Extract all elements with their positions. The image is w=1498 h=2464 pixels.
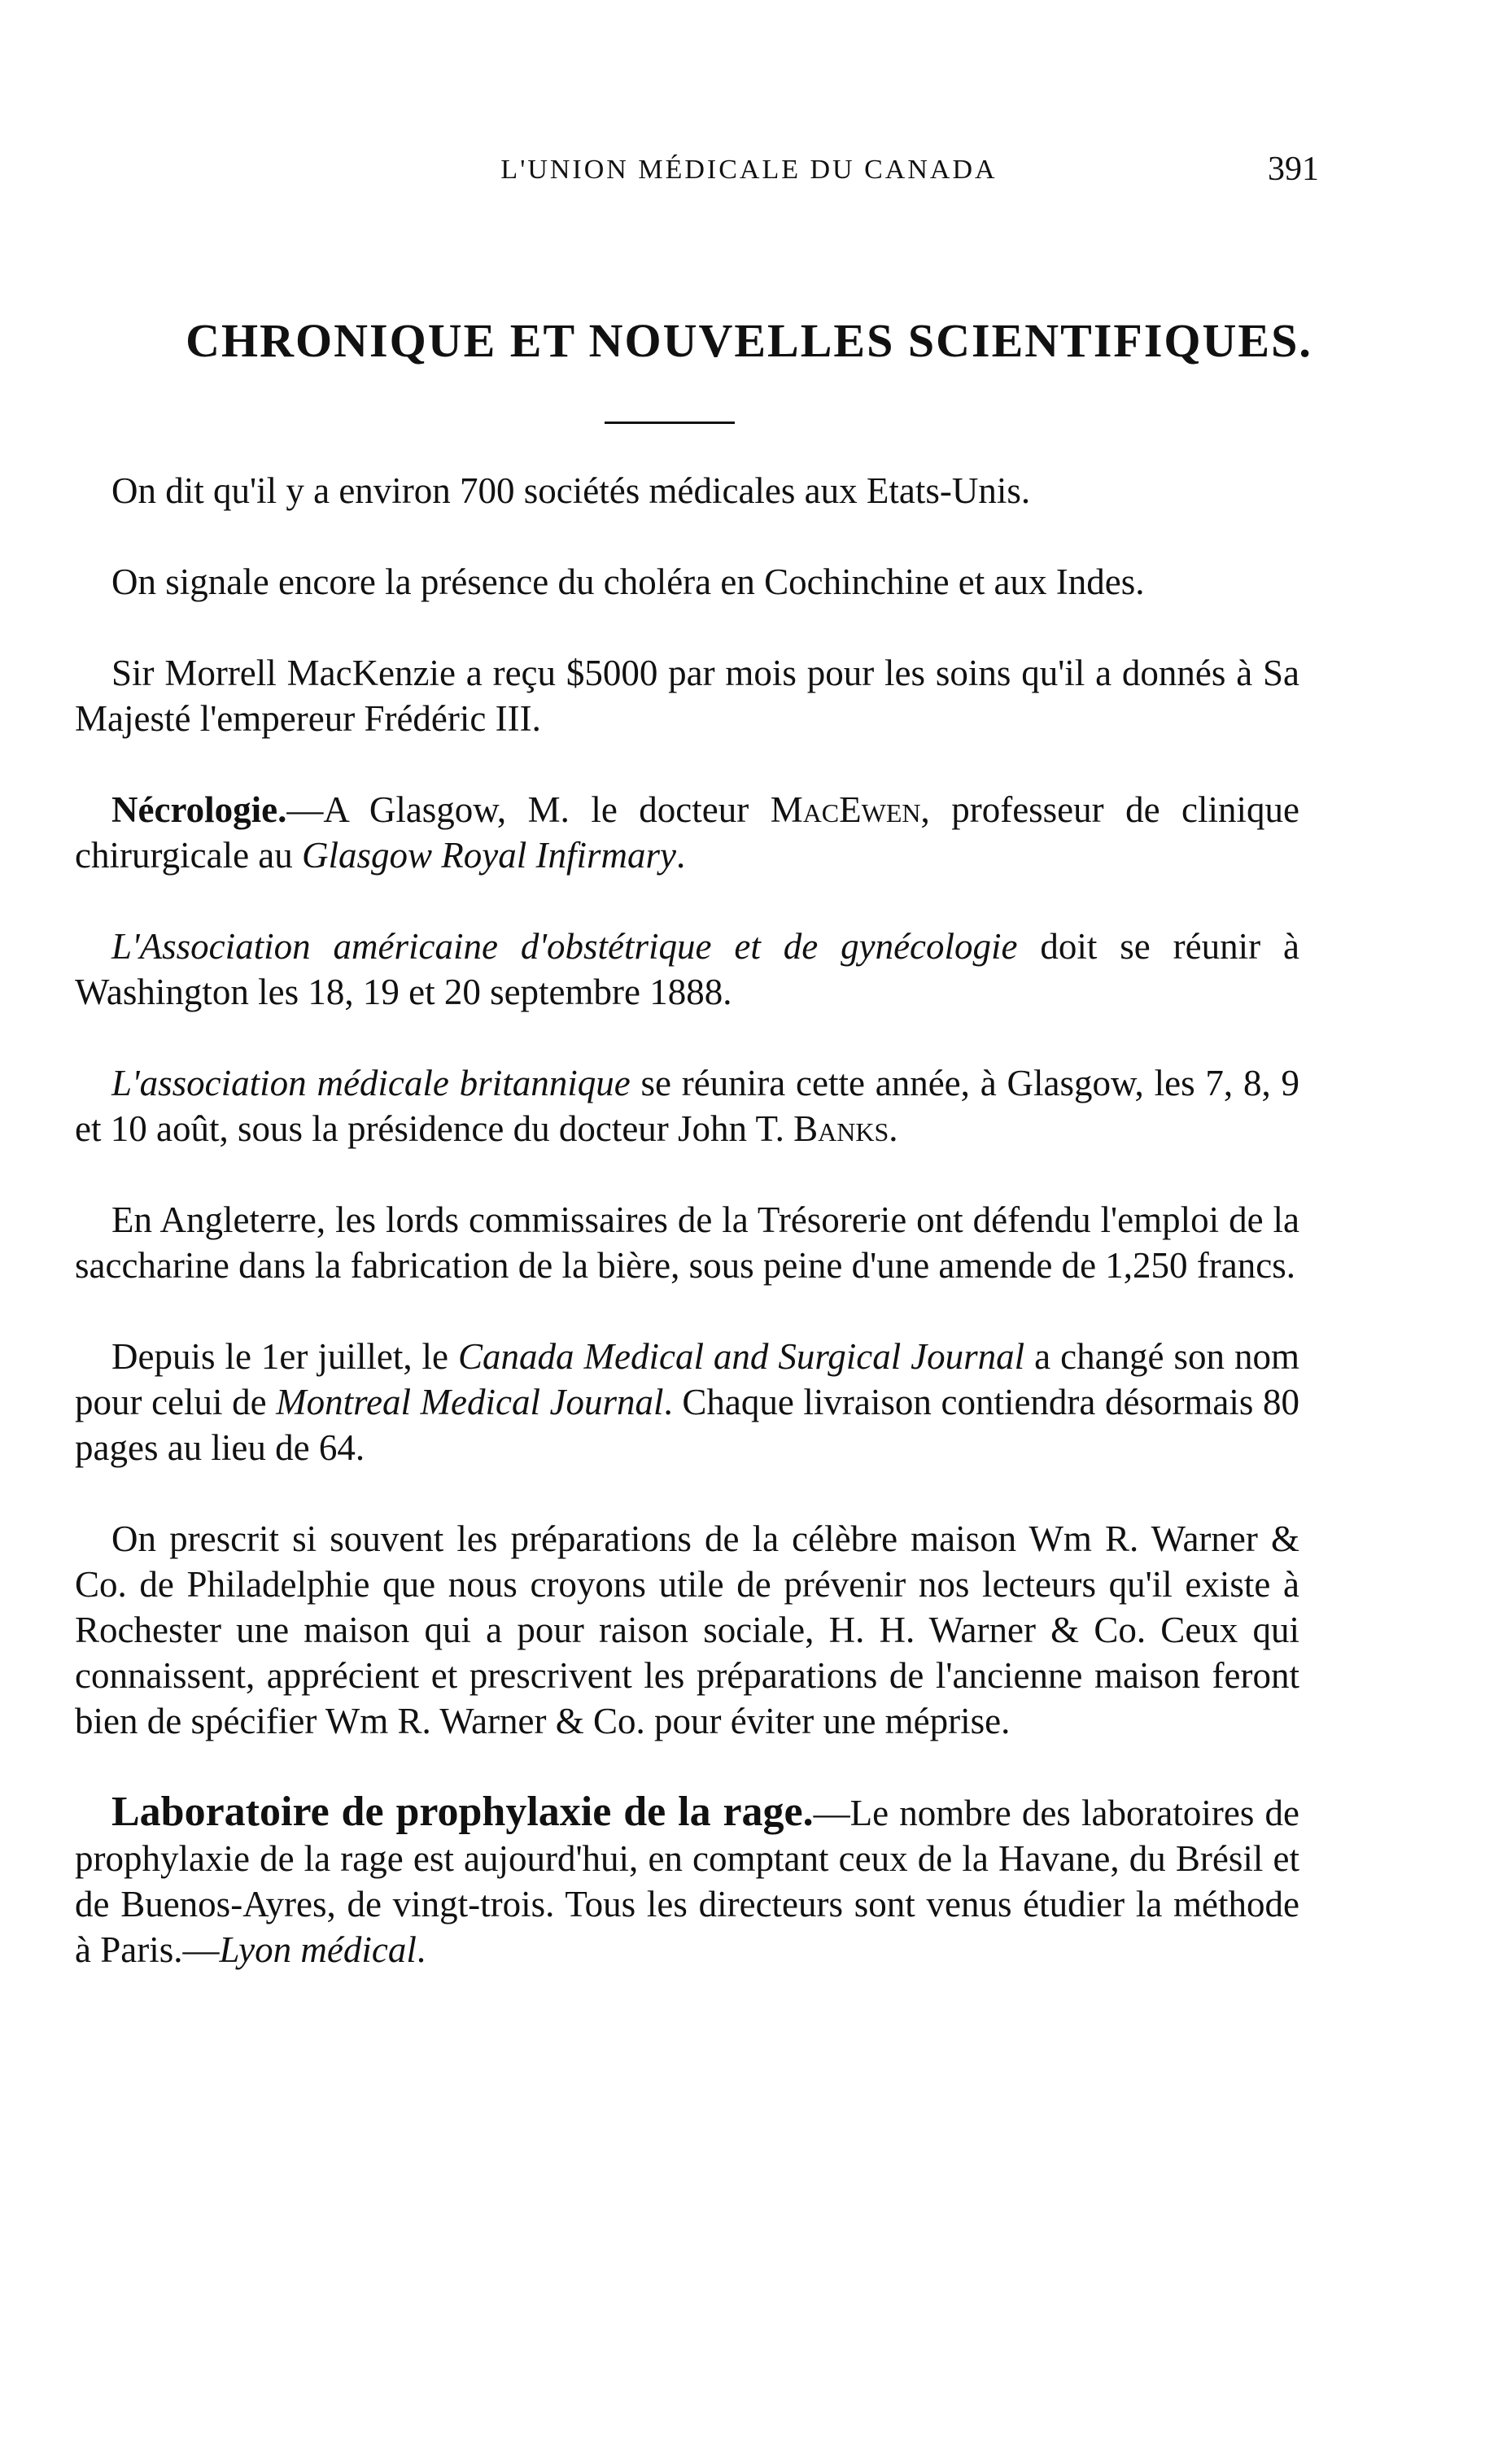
paragraph-mackenzie: Sir Morrell MacKenzie a reçu $5000 par mois pour les soins qu'il a donnés à Sa Majesté l'empereur Frédéric III.	[75, 653, 1299, 739]
paragraph-association-americaine	[75, 924, 1299, 1015]
paragraph-cholera: On signale encore la présence du choléra en Cochinchine et aux Indes.	[111, 561, 1145, 602]
paragraph-necrologie	[75, 787, 1299, 878]
title-rule	[605, 422, 735, 424]
laboratoire-end: .	[416, 1929, 426, 1970]
association-britannique-text: se réunira cette année, à Glasgow, les 7, 8, 9 et 10 août, sous la présidence du docteur John T.	[75, 1063, 1299, 1149]
journal-text-b: a changé son nom pour celui de	[75, 1336, 1299, 1422]
necrologie-text-a: —A Glasgow, M. le docteur	[286, 789, 771, 830]
runin-laboratoire: Laboratoire de prophylaxie de la rage.	[111, 1789, 814, 1835]
journal-text-c: . Chaque livraison contiendra désormais 80 pages au lieu de 64.	[75, 1382, 1299, 1468]
necrologie-text-b: , professeur de clinique chirurgicale au	[75, 789, 1300, 876]
paragraph-saccharine: En Angleterre, les lords commissaires de la Trésorerie ont défendu l'emploi de la saccharine dans la fabrication de la bière, sous peine d'une amende de 1,250 francs.	[75, 1199, 1299, 1286]
necrologie-text-c: .	[676, 835, 686, 876]
necrologie-institution: Glasgow Royal Infirmary	[302, 835, 677, 876]
page-number: 391	[1268, 151, 1319, 188]
association-britannique-end: .	[889, 1108, 898, 1149]
journal-text-a: Depuis le 1er juillet, le	[111, 1336, 459, 1377]
running-head	[0, 151, 1498, 203]
article-body	[75, 468, 1299, 2018]
paragraph-laboratoire	[75, 1789, 1299, 1973]
paragraph-association-britannique	[75, 1060, 1299, 1151]
paragraph-journal	[75, 1334, 1299, 1470]
journal-new-name: Montreal Medical Journal	[276, 1382, 664, 1422]
laboratoire-source: Lyon médical	[219, 1929, 417, 1970]
laboratoire-text: —Le nombre des laboratoires de prophylaxie de la rage est aujourd'hui, en comptant ceux de la Havane, du Brésil et de Buenos-Ayres, de vingt-trois. Tous les directeurs sont venus étudier la méthode à Paris.—	[75, 1793, 1299, 1970]
journal-old-name: Canada Medical and Surgical Journal	[458, 1336, 1025, 1377]
paragraph-societes: On dit qu'il y a environ 700 sociétés médicales aux Etats-Unis.	[111, 470, 1031, 511]
runin-necrologie: Nécrologie.	[111, 789, 287, 830]
paragraph-warner: On prescrit si souvent les préparations de la célèbre maison Wm R. Warner & Co. de Philadelphie que nous croyons utile de prévenir nos lecteurs qu'il existe à Rochester une maison qui a pour raison sociale, H. H. Warner & Co. Ceux qui connaissent, apprécient et prescrivent les préparations de l'ancienne maison feront bien de spécifier Wm R. Warner & Co. pour éviter une méprise.	[75, 1518, 1299, 1741]
association-britannique-name: L'association médicale britannique	[111, 1063, 631, 1103]
association-americaine-text: doit se réunir à Washington les 18, 19 et 20 septembre 1888.	[75, 926, 1299, 1012]
association-britannique-president: Banks	[793, 1108, 889, 1149]
association-americaine-name: L'Association américaine d'obstétrique et de gynécologie	[111, 926, 1018, 967]
running-title: L'UNION MÉDICALE DU CANADA	[500, 155, 998, 185]
necrologie-name: MacEwen	[770, 789, 921, 830]
section-title: CHRONIQUE ET NOUVELLES SCIENTIFIQUES.	[186, 314, 1312, 367]
